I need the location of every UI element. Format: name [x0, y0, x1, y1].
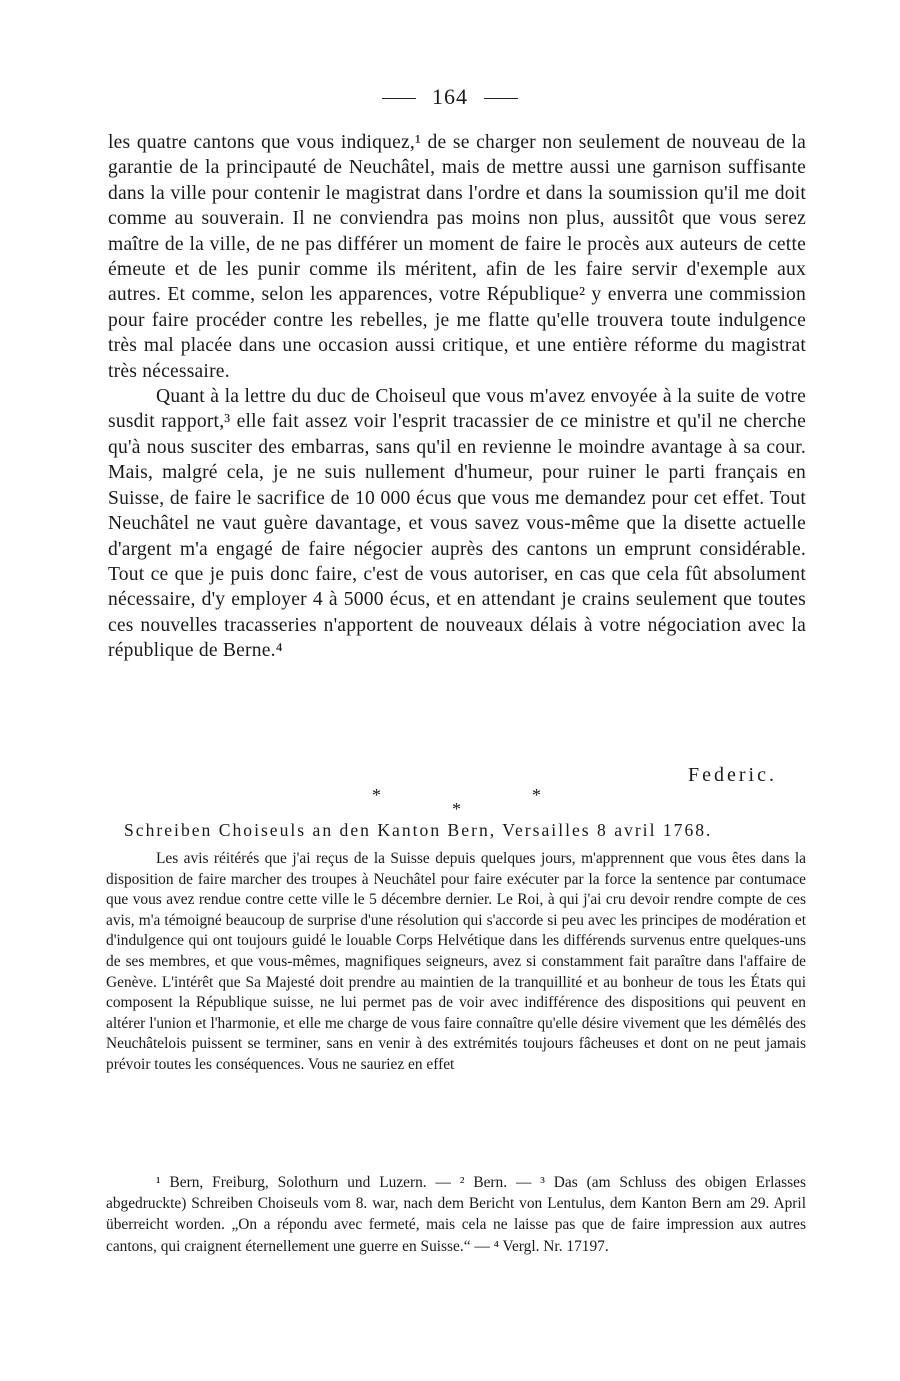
main-paragraph-2: Quant à la lettre du duc de Choiseul que vous m'avez envoyée à la suite de votre susdit rapport,³ elle fait assez voir l'esprit tracassier de ce ministre et qu'il ne cherche qu'à nous susciter des embarras, sans qu'il en revienne le moindre avantage à sa cour. Mais, malgré cela, je ne suis nullement d'humeur, pour ruiner le parti français en Suisse, de faire le sacrifice de 10 000 écus que vous me demandez pour cet effet. Tout Neuchâtel ne vaut guère davantage, et vous savez vous-même que la disette actuelle d'argent m'a engagé de faire négocier auprès des cantons un emprunt considérable. Tout ce que je puis donc faire, c'est de vous autoriser, en cas que cela fût absolument nécessaire, d'y employer 4 à 5000 écus, et en attendant je crains seulement que toutes ces nouvelles tracasseries n'apportent de nouveaux délais à votre négociation avec la république de Berne.⁴ — [108, 386, 806, 662]
main-text — [108, 130, 806, 664]
header-rule-left — [382, 98, 416, 99]
letter-paragraph: Les avis réitérés que j'ai reçus de la Suisse depuis quelques jours, m'apprennent que vous êtes dans la disposition de faire marcher des troupes à Neuchâtel pour faire exécuter par la force la sentence par contumace que vous avez rendue contre cette ville le 5 décembre dernier. Le Roi, à qui j'ai cru devoir rendre compte de ces avis, m'a témoigné beaucoup de surprise d'une résolution qui s'accorde si peu avec les principes de modération et d'indulgence qui ont toujours guidé le louable Corps Helvétique dans les différends survenus entre quelques-uns de ses membres, et que vous-mêmes, magnifiques seigneurs, avez si constamment fait paraître dans l'affaire de Genève. L'intérêt que Sa Majesté doit prendre au maintien de la tranquillité et au bonheur de tous les États qui composent la République suisse, ne lui permet pas de voir avec indifférence des dispositions qui peuvent en altérer l'union et l'harmonie, et elle me charge de vous faire connaître qu'elle désire vivement que les démêlés des Neuchâtelois puissent se terminer, sans en venir à des extrémités toujours fâcheuses et dont on ne peut jamais prévoir toutes les conséquences. Vous ne sauriez en effet — [106, 850, 806, 1073]
page-header — [0, 84, 900, 110]
separator-star: * — [532, 785, 541, 805]
main-paragraph-1: les quatre cantons que vous indiquez,¹ de se charger non seulement de nouveau de la garantie de la principauté de Neuchâtel, mais de mettre aussi une garnison suffisante dans la ville pour contenir le magistrat dans l'ordre et dans la soumission qu'il me doit comme au souverain. Il ne conviendra pas moins non plus, aussitôt que vous serez maître de la ville, de ne pas différer un moment de faire le procès aux auteurs de cette émeute et de les punir comme ils méritent, afin de les faire servir d'exemple aux autres. Et comme, selon les apparences, votre République² y enverra une commission pour faire procéder contre les rebelles, je me flatte qu'elle trouvera toute indulgence très mal placée dans une occasion aussi critique, et une entière réforme du magistrat très nécessaire. — [108, 132, 806, 382]
footnotes — [106, 1172, 806, 1257]
section-separator — [0, 785, 900, 825]
separator-star: * — [452, 799, 461, 819]
separator-star: * — [372, 785, 381, 805]
letter-body — [106, 849, 806, 1076]
footnote-text: ¹ Bern, Freiburg, Solothurn und Luzern. — ² Bern. — ³ Das (am Schluss des obigen Erlasses abgedruckte) Schreiben Choiseuls vom 8. war, nach dem Bericht von Lentulus, dem Kanton Bern am 29. April überreicht worden. „On a répondu avec fermeté, mais cela ne laisse pas que de faire impression aux autres cantons, qui craignent éternellement une guerre en Suisse.“ — ⁴ Vergl. Nr. 17197. — [106, 1174, 806, 1255]
page-number: 164 — [432, 84, 468, 109]
signature: Federic. — [688, 764, 777, 786]
letter-title: Schreiben Choiseuls an den Kanton Bern, Versailles 8 avril 1768. — [124, 820, 713, 840]
header-rule-right — [484, 98, 518, 99]
